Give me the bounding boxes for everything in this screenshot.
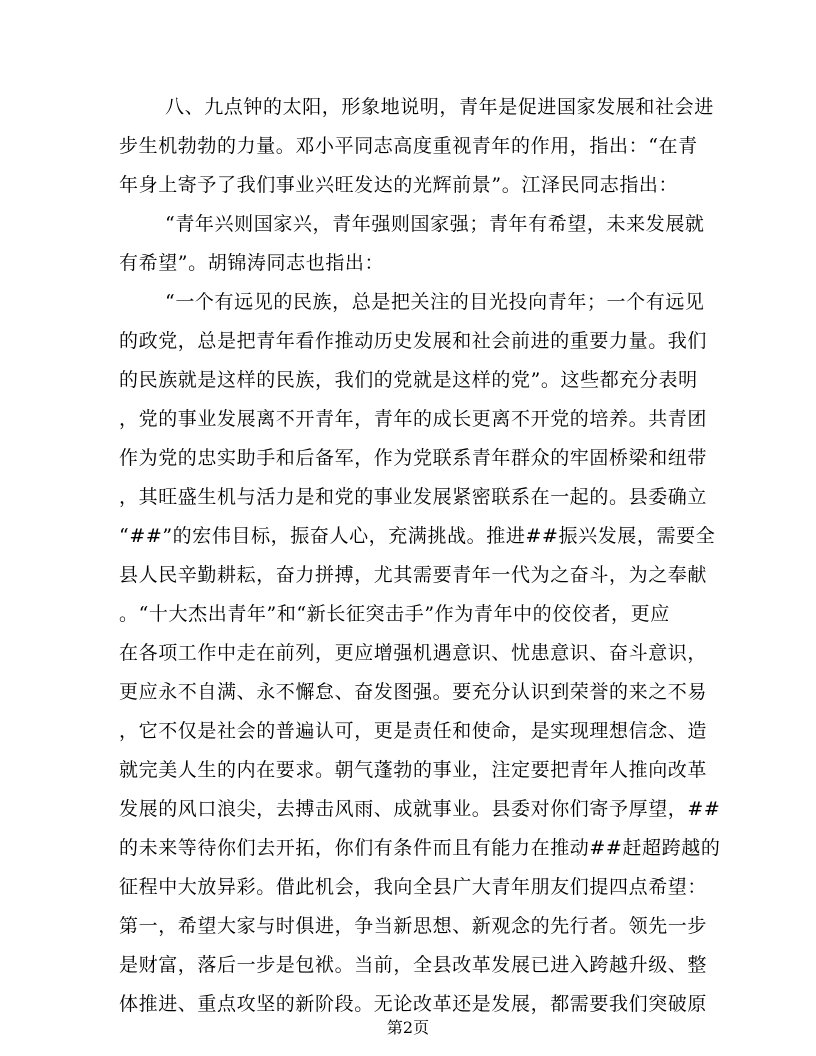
paragraph-line: 体推进、重点攻坚的新阶段。无论改革还是发展，都需要我们突破原 (119, 993, 708, 1015)
paragraph-line: ，党的事业发展离不开青年，青年的成长更离不开党的培养。共青团 (119, 408, 708, 430)
paragraph-line: 第一，希望大家与时俱进，争当新思想、新观念的先行者。领先一步 (119, 915, 708, 937)
paragraph-line: 是财富，落后一步是包袱。当前，全县改革发展已进入跨越升级、整 (119, 954, 708, 976)
paragraph-line: 。“十大杰出青年”和“新长征突击手”作为青年中的佼佼者，更应 (119, 603, 670, 625)
paragraph-line: “##”的宏伟目标，振奋人心，充满挑战。推进##振兴发展，需要全 (119, 525, 716, 547)
paragraph-line: 在各项工作中走在前列，更应增强机遇意识、忧患意识、奋斗意识， (119, 642, 708, 664)
paragraph-line: 八、九点钟的太阳，形象地说明，青年是促进国家发展和社会进 (165, 96, 714, 118)
paragraph-line: ，它不仅是社会的普遍认可，更是责任和使命，是实现理想信念、造 (119, 720, 708, 742)
paragraph-line: 征程中大放异彩。借此机会，我向全县广大青年朋友们提四点希望： (119, 876, 708, 898)
paragraph-line: 步生机勃勃的力量。邓小平同志高度重视青年的作用，指出：“在青 (119, 135, 698, 157)
paragraph-line: 的未来等待你们去开拓，你们有条件而且有能力在推动##赶超跨越的 (119, 837, 721, 859)
paragraph-line: 的政党，总是把青年看作推动历史发展和社会前进的重要力量。我们 (119, 330, 708, 352)
page-number: 第2页 (386, 1018, 430, 1037)
paragraph-line: 发展的风口浪尖，去搏击风雨、成就事业。县委对你们寄予厚望，## (119, 798, 721, 820)
paragraph-line: 就完美人生的内在要求。朝气蓬勃的事业，注定要把青年人推向改革 (119, 759, 708, 781)
paragraph-line: 作为党的忠实助手和后备军，作为党联系青年群众的牢固桥梁和纽带 (119, 447, 708, 469)
paragraph-line: 的民族就是这样的民族，我们的党就是这样的党”。这些都充分表明 (119, 369, 698, 391)
paragraph-line: ，其旺盛生机与活力是和党的事业发展紧密联系在一起的。县委确立 (119, 486, 708, 508)
paragraph-line: 更应永不自满、永不懈怠、奋发图强。要充分认识到荣誉的来之不易 (119, 681, 708, 703)
paragraph-line: “一个有远见的民族，总是把关注的目光投向青年；一个有远见 (165, 291, 705, 313)
paragraph-line: 有希望”。胡锦涛同志也指出： (119, 252, 385, 274)
paragraph-line: 年身上寄予了我们事业兴旺发达的光辉前景”。江泽民同志指出： (119, 174, 679, 196)
paragraph-line: “青年兴则国家兴，青年强则国家强；青年有希望，未来发展就 (165, 213, 705, 235)
paragraph-line: 县人民辛勤耕耘，奋力拼搏，尤其需要青年一代为之奋斗，为之奉献 (119, 564, 708, 586)
